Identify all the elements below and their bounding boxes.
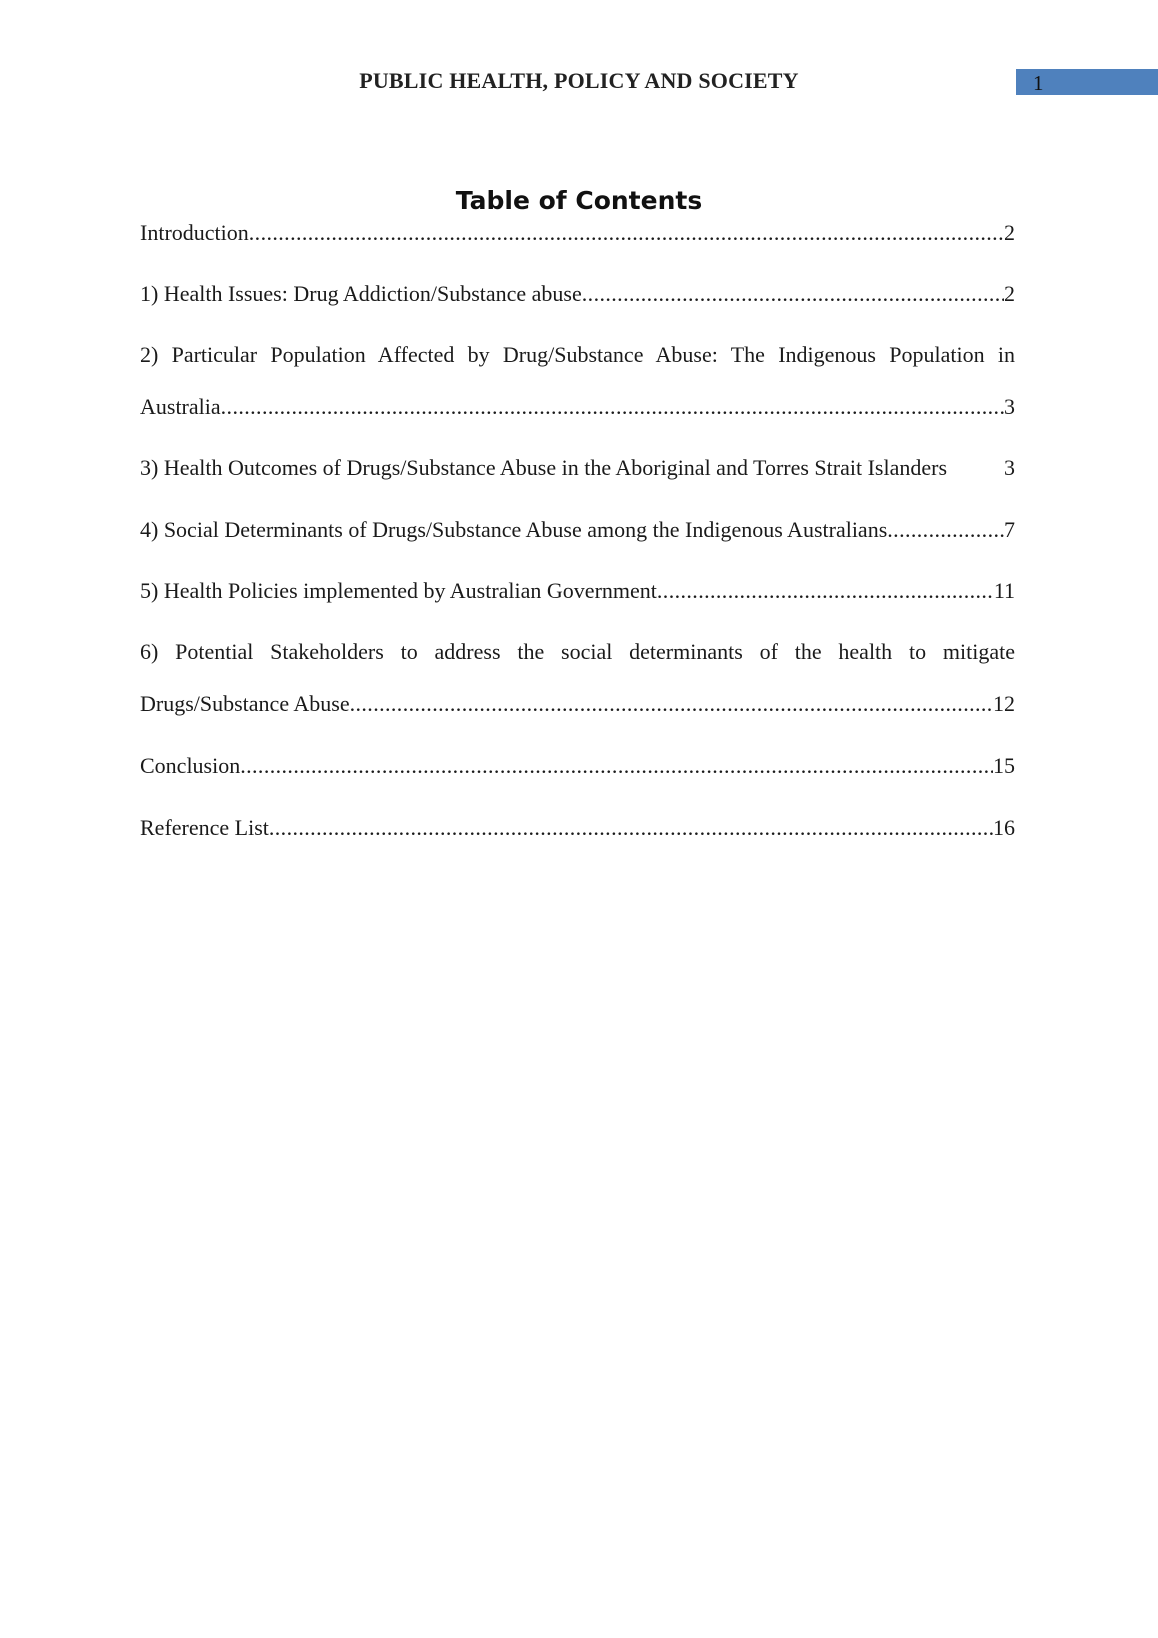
page-number-badge (1016, 69, 1158, 95)
toc-entry-reference-list[interactable] (140, 811, 1015, 845)
toc-entry-page: 11 (993, 578, 1015, 603)
toc-entry-text: 4) Social Determinants of Drugs/Substance Abuse among the Indigenous Australians (140, 517, 888, 542)
toc-entry-text: 3) Health Outcomes of Drugs/Substance Abuse in the Aboriginal and Torres Strait Islanders (140, 455, 948, 480)
toc-entry-particular-population[interactable] (140, 338, 1015, 424)
toc-leader-dots (350, 687, 993, 721)
toc-entry-page: 3 (1004, 455, 1015, 480)
toc-entry-health-issues[interactable] (140, 277, 1015, 311)
toc-leader-dots (269, 811, 993, 845)
toc-leader-dots (582, 277, 1004, 311)
toc-leader-dots (221, 390, 1004, 424)
toc-entry-text: Australia (140, 394, 221, 419)
toc-entry-page: 2 (1004, 281, 1015, 306)
toc-entry-page: 3 (1004, 394, 1015, 419)
toc-entry-text: Reference List (140, 815, 269, 840)
toc-entry-text: Introduction (140, 220, 249, 245)
toc-entry-page: 12 (993, 691, 1015, 716)
toc-leader-dots (240, 749, 993, 783)
toc-entry-potential-stakeholders[interactable] (140, 635, 1015, 721)
toc-entry-page: 2 (1004, 220, 1015, 245)
toc-entry-page: 16 (993, 815, 1015, 840)
toc-leader-dots (657, 574, 994, 608)
toc-entry-health-policies[interactable] (140, 574, 1015, 608)
toc-entry-text-line1: 6) Potential Stakeholders to address the social determinants of the health to mitigate (140, 639, 1015, 664)
toc-entry-text: Drugs/Substance Abuse (140, 691, 350, 716)
page-number: 1 (1033, 71, 1044, 95)
toc-leader-dots (887, 513, 1004, 547)
toc-entry-text: 5) Health Policies implemented by Australian Government (140, 578, 657, 603)
toc-entry-conclusion[interactable] (140, 749, 1015, 783)
toc-entry-page: 15 (993, 753, 1015, 778)
running-header-title: PUBLIC HEALTH, POLICY AND SOCIETY (359, 68, 799, 93)
toc-entry-health-outcomes[interactable] (140, 451, 1015, 485)
toc-leader-dots (249, 216, 1004, 250)
toc-entry-text: 1) Health Issues: Drug Addiction/Substance abuse (140, 281, 582, 306)
toc-entry-text-line1: 2) Particular Population Affected by Drug/Substance Abuse: The Indigenous Population in (140, 342, 1015, 367)
toc-entry-page: 7 (1004, 517, 1015, 542)
toc-entry-text: Conclusion (140, 753, 241, 778)
toc-entry-social-determinants[interactable] (140, 513, 1015, 547)
toc-entry-introduction[interactable] (140, 216, 1015, 250)
toc-title: Table of Contents (455, 186, 703, 215)
